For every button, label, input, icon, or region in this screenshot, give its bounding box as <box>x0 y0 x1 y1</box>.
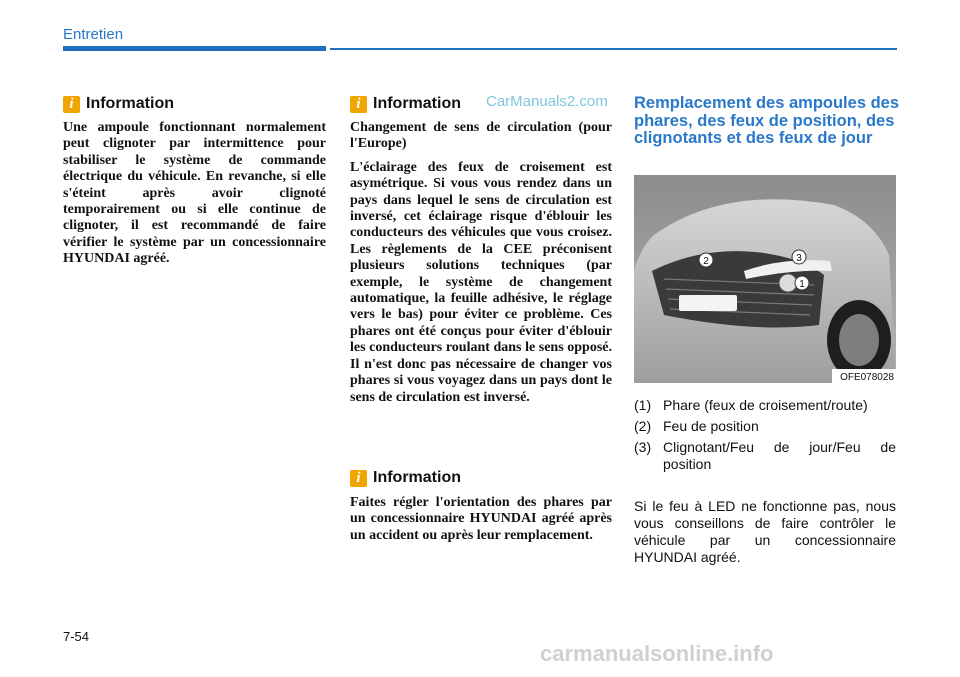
section-title: Entretien <box>63 26 124 43</box>
legend-item <box>634 397 896 414</box>
watermark-text: CarManuals2.com <box>486 93 608 110</box>
info-heading-3 <box>350 469 461 487</box>
col3-paragraph: Si le feu à LED ne fonctionne pas, nous vous conseillons de faire contrôler le véhicule par un concessionnaire HYUNDAI agréé. <box>634 498 896 565</box>
col1-text <box>63 120 326 275</box>
info-title: Information <box>86 95 174 112</box>
legend-text: Clignotant/Feu de jour/Feu de position <box>663 439 896 472</box>
callout-3: 3 <box>796 253 802 264</box>
info-icon: i <box>63 96 80 113</box>
info-icon: i <box>350 96 367 113</box>
license-plate <box>679 295 737 311</box>
section-heading: Remplacement des ampoules des phares, des feux de position, des clignotants et des feux de jour <box>634 94 900 148</box>
col2-text <box>350 120 612 413</box>
legend-number: (3) <box>634 439 652 455</box>
callout-2: 2 <box>703 256 709 267</box>
car-front-photo <box>634 175 896 383</box>
footer-watermark: carmanualsonline.info <box>540 641 774 666</box>
info-title: Information <box>373 469 461 486</box>
col2-text-2 <box>350 495 612 551</box>
col1-paragraph: Une ampoule fonctionnant normalement peut clignoter par intermittence pour stabiliser le système de commande électrique du véhicule. En revanche, si elle s'éteint après avoir clignoté temporairement ou si elle continue de clignoter, il est recommandé de faire vérifier le système par un concessionnaire HYUNDAI agréé. <box>63 120 326 267</box>
legend-text: Phare (feux de croisement/route) <box>663 397 868 413</box>
legend-text: Feu de position <box>663 418 759 434</box>
col2-paragraph-3: Faites régler l'orientation des phares par un concessionnaire HYUNDAI agréé après un accident ou après leur remplacement. <box>350 495 612 543</box>
image-code: OFE078028 <box>840 372 894 383</box>
info-icon: i <box>350 470 367 487</box>
info-heading-1 <box>63 95 174 113</box>
info-title: Information <box>373 95 461 112</box>
legend-item <box>634 439 896 473</box>
legend-item <box>634 418 896 435</box>
legend-number: (2) <box>634 418 652 434</box>
info-heading-2 <box>350 95 461 113</box>
legend-number: (1) <box>634 397 652 413</box>
page-number: 7-54 <box>63 629 90 644</box>
col2-paragraph: L'éclairage des feux de croisement est asymétrique. Si vous vous rendez dans un pays dans lequel le sens de circulation est inversé, cet éclairage risque d'éblouir les conducteurs des véhicules que vous croisez. Les règlements de la CEE préconisent plusieurs solutions techniques (par exemple, le système de changement automatique, la feuille adhésive, le réglage vers le bas) pour éviter ce problème. Ces phares ont été conçus pour éviter d'éblouir les conducteurs roulant dans le sens opposé. Il n'est donc pas nécessaire de changer vos phares si vous voyagez dans un pays dont le sens de circulation est inversé. <box>350 159 612 405</box>
header-rule-thin <box>330 48 897 50</box>
callout-legend <box>634 397 896 477</box>
col2-paragraph-heading: Changement de sens de circulation (pour l'Europe) <box>350 120 612 152</box>
car-illustration <box>634 175 896 383</box>
header-rule-thick <box>63 46 326 51</box>
callout-1: 1 <box>799 279 805 290</box>
